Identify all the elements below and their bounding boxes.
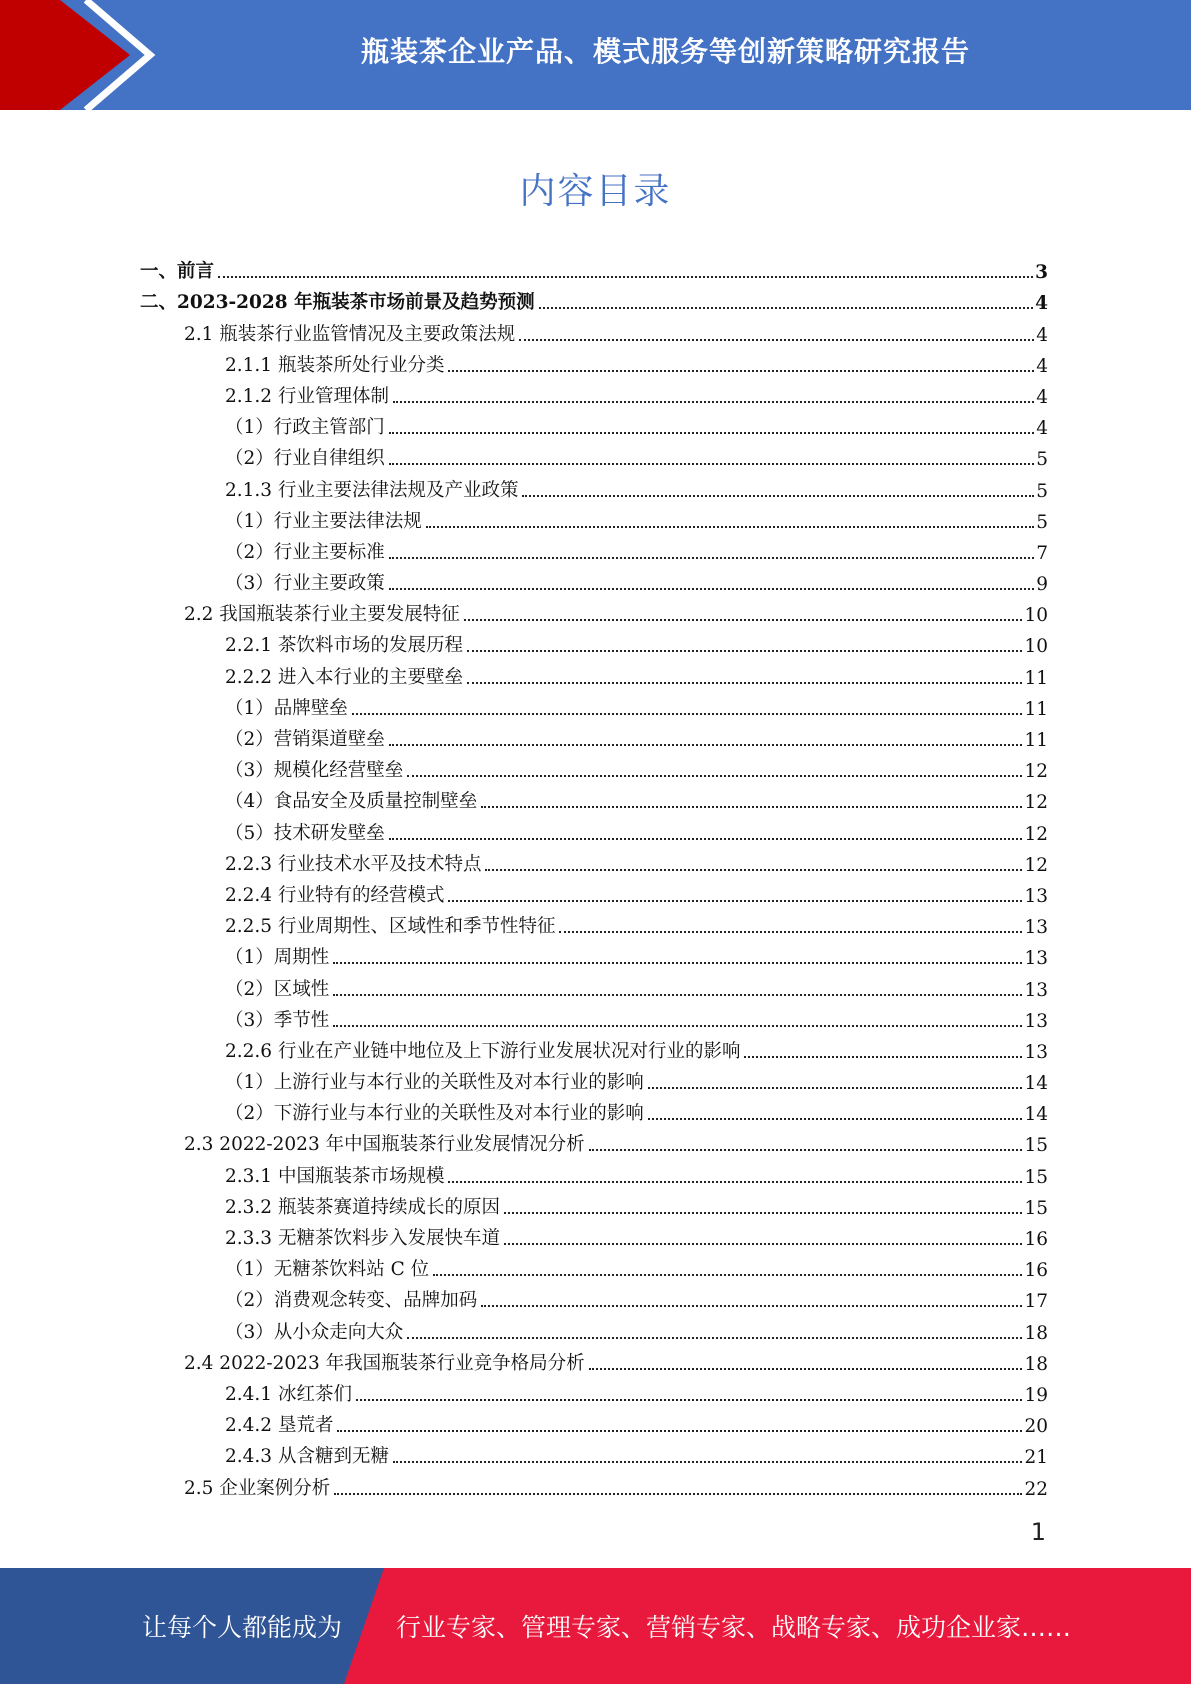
table-of-contents [140, 254, 1048, 1502]
dot-leader [519, 339, 1034, 341]
toc-entry-page: 15 [1024, 1166, 1048, 1188]
toc-entry-label: （5）技术研发壁垒 [225, 822, 385, 844]
dot-leader [589, 1149, 1023, 1151]
toc-entry-page: 5 [1036, 480, 1048, 502]
dot-leader [539, 307, 1034, 309]
dot-leader [744, 1056, 1022, 1058]
toc-entry-label: （2）消费观念转变、品牌加码 [225, 1290, 478, 1312]
toc-entry-page: 12 [1024, 761, 1048, 783]
toc-entry-page: 14 [1024, 1073, 1048, 1095]
toc-entry-page: 21 [1024, 1447, 1048, 1469]
toc-entry[interactable] [140, 753, 1048, 784]
toc-entry-label: 2.1.1 瓶装茶所处行业分类 [225, 354, 445, 376]
dot-leader [352, 713, 1023, 715]
toc-entry[interactable] [140, 316, 1048, 347]
dot-leader [648, 1118, 1023, 1120]
toc-entry-label: （3）规模化经营壁垒 [225, 760, 404, 782]
toc-entry-label: 2.3 2022-2023 年中国瓶装茶行业发展情况分析 [184, 1134, 585, 1156]
toc-entry[interactable] [140, 254, 1048, 285]
toc-entry-label: 二、2023-2028 年瓶装茶市场前景及趋势预测 [140, 292, 535, 314]
dot-leader [407, 775, 1022, 777]
toc-entry[interactable] [140, 1190, 1048, 1221]
toc-entry-label: 2.2.3 行业技术水平及技术特点 [225, 853, 482, 875]
toc-entry-page: 5 [1036, 511, 1048, 533]
toc-heading: 内容目录 [519, 171, 672, 212]
toc-entry[interactable] [140, 940, 1048, 971]
dot-leader [337, 1430, 1022, 1432]
toc-entry-label: （1）行业主要法律法规 [225, 510, 422, 532]
toc-entry[interactable] [140, 1003, 1048, 1034]
toc-entry-page: 14 [1024, 1104, 1048, 1126]
toc-entry[interactable] [140, 1127, 1048, 1158]
toc-entry[interactable] [140, 1221, 1048, 1252]
toc-entry-page: 15 [1024, 1197, 1048, 1219]
dot-leader [448, 900, 1022, 902]
dot-leader [389, 432, 1034, 434]
toc-entry-label: 2.2.6 行业在产业链中地位及上下游行业发展状况对行业的影响 [225, 1040, 741, 1062]
dot-leader [333, 962, 1022, 964]
dot-leader [393, 401, 1034, 403]
toc-entry-page: 18 [1024, 1322, 1048, 1344]
toc-entry-page: 12 [1024, 854, 1048, 876]
toc-entry-page: 4 [1036, 324, 1048, 346]
toc-entry[interactable] [140, 535, 1048, 566]
toc-entry-label: 2.3.1 中国瓶装茶市场规模 [225, 1165, 445, 1187]
toc-entry[interactable] [140, 472, 1048, 503]
toc-entry[interactable] [140, 659, 1048, 690]
toc-entry[interactable] [140, 348, 1048, 379]
toc-entry-label: 2.3.3 无糖茶饮料步入发展快车道 [225, 1228, 500, 1249]
dot-leader [504, 1212, 1022, 1214]
toc-entry-label: 2.2.2 进入本行业的主要壁垒 [225, 666, 463, 688]
toc-entry-page: 13 [1024, 1041, 1048, 1063]
footer-slogan-right: 行业专家、管理专家、营销专家、战略专家、成功企业家…… [396, 1613, 1072, 1642]
footer-band [0, 1568, 1191, 1684]
toc-entry[interactable] [140, 1314, 1048, 1345]
toc-entry[interactable] [140, 285, 1048, 316]
toc-entry-page: 22 [1024, 1478, 1048, 1500]
toc-entry-page: 12 [1024, 792, 1048, 814]
dot-leader [485, 869, 1022, 871]
toc-entry[interactable] [140, 815, 1048, 846]
toc-entry-label: 2.1.2 行业管理体制 [225, 385, 389, 407]
toc-entry-label: （1）无糖茶饮料站 C 位 [225, 1259, 430, 1281]
toc-entry[interactable] [140, 1283, 1048, 1314]
dot-leader [389, 463, 1034, 465]
toc-entry-label: （2）行业主要标准 [225, 541, 385, 563]
toc-entry-label: （1）周期性 [225, 947, 330, 969]
dot-leader [481, 1305, 1022, 1307]
toc-entry[interactable] [140, 909, 1048, 940]
toc-entry-label: 2.4.1 冰红茶们 [225, 1383, 352, 1405]
toc-entry-label: 2.2.5 行业周期性、区域性和季节性特征 [225, 916, 556, 938]
toc-entry[interactable] [140, 722, 1048, 753]
toc-entry-label: （3）从小众走向大众 [225, 1321, 404, 1343]
toc-entry-label: （4）食品安全及质量控制壁垒 [225, 791, 478, 813]
toc-entry[interactable] [140, 1252, 1048, 1283]
dot-leader [589, 1368, 1023, 1370]
toc-entry-page: 13 [1024, 917, 1048, 939]
toc-entry-label: 2.2.4 行业特有的经营模式 [225, 884, 445, 906]
dot-leader [464, 619, 1023, 621]
toc-entry[interactable] [140, 379, 1048, 410]
toc-entry-page: 13 [1024, 1010, 1048, 1032]
toc-entry[interactable] [140, 1346, 1048, 1377]
toc-entry-page: 4 [1036, 418, 1048, 440]
toc-entry-page: 4 [1036, 355, 1048, 377]
toc-entry-page: 16 [1024, 1229, 1048, 1250]
toc-entry-page: 4 [1035, 293, 1048, 315]
toc-entry-page: 13 [1024, 948, 1048, 970]
toc-entry-label: 2.1 瓶装茶行业监管情况及主要政策法规 [184, 323, 516, 345]
toc-entry[interactable] [140, 597, 1048, 628]
toc-entry[interactable] [140, 441, 1048, 472]
dot-leader [481, 806, 1022, 808]
toc-entry-page: 18 [1024, 1353, 1048, 1375]
toc-entry-page: 7 [1036, 542, 1048, 564]
dot-leader [504, 1243, 1022, 1245]
dot-leader [356, 1399, 1023, 1401]
toc-entry-page: 5 [1036, 449, 1048, 471]
toc-entry[interactable] [140, 1470, 1048, 1501]
toc-entry[interactable] [140, 691, 1048, 722]
dot-leader [334, 1493, 1022, 1495]
dot-leader [333, 994, 1022, 996]
toc-entry-label: （2）下游行业与本行业的关联性及对本行业的影响 [225, 1103, 644, 1125]
toc-entry-label: （1）品牌壁垒 [225, 697, 348, 719]
toc-entry-label: （3）行业主要政策 [225, 573, 385, 595]
toc-entry-page: 4 [1036, 386, 1048, 408]
toc-entry-page: 10 [1024, 636, 1048, 658]
toc-entry-page: 12 [1024, 823, 1048, 845]
toc-entry-label: （2）行业自律组织 [225, 448, 385, 470]
toc-entry-label: （3）季节性 [225, 1009, 330, 1031]
toc-entry-page: 11 [1024, 698, 1048, 720]
toc-entry-page: 15 [1024, 1135, 1048, 1157]
dot-leader [467, 650, 1022, 652]
toc-entry-page: 9 [1036, 574, 1048, 596]
toc-entry[interactable] [140, 1408, 1048, 1439]
toc-entry-label: 2.2 我国瓶装茶行业主要发展特征 [184, 604, 460, 626]
dot-leader [218, 276, 1033, 278]
toc-entry-label: 2.1.3 行业主要法律法规及产业政策 [225, 479, 519, 501]
toc-entry-label: （1）上游行业与本行业的关联性及对本行业的影响 [225, 1072, 644, 1094]
toc-entry-page: 13 [1024, 885, 1048, 907]
dot-leader [389, 744, 1023, 746]
toc-entry[interactable] [140, 1034, 1048, 1065]
toc-entry[interactable] [140, 1439, 1048, 1470]
toc-entry[interactable] [140, 784, 1048, 815]
dot-leader [393, 1461, 1022, 1463]
dot-leader [559, 931, 1022, 933]
dot-leader [426, 526, 1034, 528]
toc-entry[interactable] [140, 504, 1048, 535]
toc-entry[interactable] [140, 971, 1048, 1002]
toc-entry-label: 2.5 企业案例分析 [184, 1477, 331, 1499]
toc-entry-page: 11 [1024, 667, 1048, 689]
toc-entry-page: 19 [1024, 1384, 1048, 1406]
toc-entry-page: 17 [1024, 1291, 1048, 1313]
dot-leader [522, 495, 1034, 497]
page-number: 1 [1030, 1518, 1046, 1546]
toc-entry[interactable] [140, 410, 1048, 441]
toc-entry-label: 2.3.2 瓶装茶赛道持续成长的原因 [225, 1196, 500, 1218]
toc-entry-page: 10 [1024, 605, 1048, 627]
dot-leader [389, 557, 1034, 559]
toc-entry-label: （1）行政主管部门 [225, 417, 385, 439]
report-title: 瓶装茶企业产品、模式服务等创新策略研究报告 [360, 35, 970, 68]
dot-leader [448, 370, 1034, 372]
dot-leader [407, 1337, 1022, 1339]
toc-entry[interactable] [140, 847, 1048, 878]
toc-entry-page: 13 [1024, 979, 1048, 1001]
toc-entry[interactable] [140, 1377, 1048, 1408]
toc-entry[interactable] [140, 1096, 1048, 1127]
toc-entry-label: 2.4 2022-2023 年我国瓶装茶行业竞争格局分析 [184, 1352, 585, 1374]
toc-entry[interactable] [140, 628, 1048, 659]
footer-slogan-left: 让每个人都能成为 [142, 1613, 343, 1642]
toc-entry-label: （2）区域性 [225, 978, 330, 1000]
toc-entry-label: 2.4.3 从含糖到无糖 [225, 1446, 389, 1468]
toc-entry-label: （2）营销渠道壁垒 [225, 729, 385, 750]
dot-leader [389, 588, 1034, 590]
dot-leader [448, 1181, 1022, 1183]
toc-entry-page: 20 [1024, 1416, 1048, 1438]
dot-leader [333, 1025, 1022, 1027]
toc-entry[interactable] [140, 566, 1048, 597]
dot-leader [648, 1087, 1023, 1089]
dot-leader [467, 682, 1022, 684]
toc-entry-label: 2.2.1 茶饮料市场的发展历程 [225, 635, 463, 657]
dot-leader [389, 838, 1023, 840]
toc-entry[interactable] [140, 878, 1048, 909]
header-band [0, 0, 1191, 110]
toc-entry-page: 16 [1024, 1260, 1048, 1282]
dot-leader [433, 1274, 1022, 1276]
toc-entry-label: 一、前言 [140, 261, 215, 283]
toc-entry-page: 3 [1035, 262, 1048, 284]
toc-entry[interactable] [140, 1065, 1048, 1096]
toc-entry-label: 2.4.2 垦荒者 [225, 1415, 334, 1437]
toc-entry[interactable] [140, 1158, 1048, 1189]
toc-entry-page: 11 [1024, 730, 1048, 751]
